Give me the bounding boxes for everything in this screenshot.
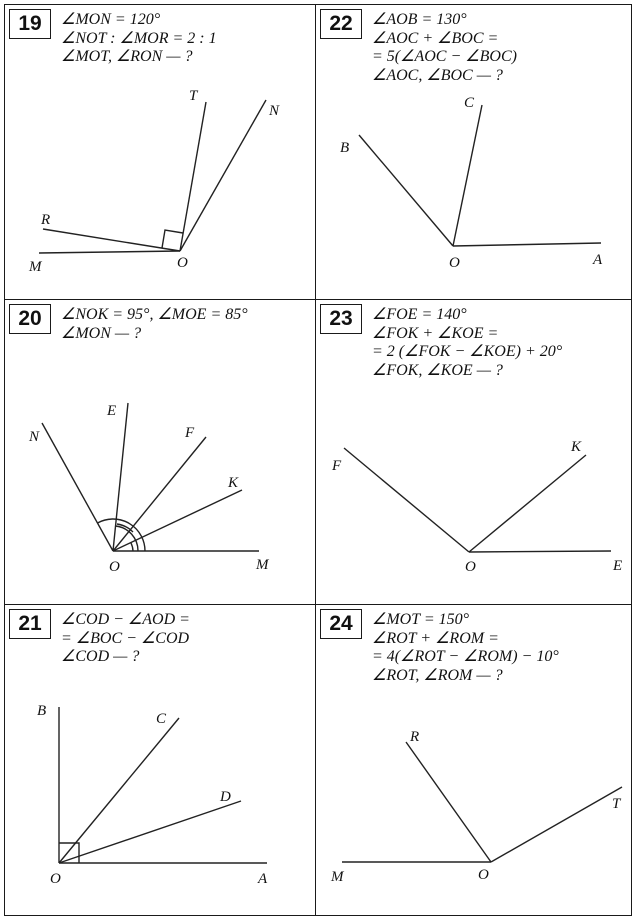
point-label-o: O [478,867,489,883]
condition-line: ∠ROT, ∠ROM — ? [372,666,503,684]
point-label-t: T [189,88,198,104]
angle-arc-mok [131,543,133,551]
point-label-m: M [256,557,269,573]
condition-line: ∠MOT = 150° [372,611,470,628]
ray-ok [469,455,586,552]
problem-22-cell [315,4,632,300]
point-label-c: C [464,95,475,111]
point-label-c: C [156,711,167,727]
point-label-r: R [41,212,51,228]
ray-ot [491,787,622,862]
problem-number: 19 [9,9,51,39]
point-label-m: M [29,259,42,275]
problem-number: 23 [320,304,362,334]
condition-line: ∠AOC, ∠BOC — ? [372,66,503,84]
point-label-f: F [332,458,342,474]
right-angle-mark [162,230,183,248]
point-label-o: O [109,559,120,575]
angle-diagram [316,605,633,917]
ray-or [43,229,180,251]
condition-line: ∠ROT + ∠ROM = [372,629,499,647]
point-label-o: O [177,255,188,271]
condition-line: = 5(∠AOC − ∠BOC) [372,48,517,65]
condition-line: ∠MOT, ∠RON — ? [61,48,193,65]
point-label-e: E [613,558,623,574]
point-label-a: A [258,871,268,887]
point-label-b: B [37,703,47,719]
problem-number: 22 [320,9,362,39]
point-label-m: M [331,869,344,885]
problem-24-cell [315,604,632,916]
condition-line: ∠FOK + ∠KOE = [372,324,499,342]
problem-23-cell [315,299,632,605]
condition-line: = 4(∠ROT − ∠ROM) − 10° [372,648,559,665]
condition-line: ∠AOC + ∠BOC = [372,29,499,47]
condition-line: ∠COD − ∠AOD = [61,611,190,628]
condition-line: ∠MON = 120° [61,11,161,28]
ray-ob [359,135,453,246]
angle-arc-moe [116,526,139,551]
point-label-r: R [410,729,420,745]
worksheet [4,4,632,916]
point-label-f: F [185,425,195,441]
problem-21-cell [4,604,316,916]
ray-or [406,742,491,862]
problem-number: 20 [9,304,51,334]
point-label-a: A [593,252,603,268]
angle-diagram [5,605,317,917]
ray-oa [453,243,601,246]
ray-of [344,448,469,552]
condition-line: ∠COD — ? [61,648,140,665]
angle-diagram [5,5,317,301]
point-label-o: O [50,871,61,887]
condition-line: ∠NOT : ∠MOR = 2 : 1 [61,29,217,47]
point-label-k: K [571,439,582,455]
point-label-t: T [612,796,621,812]
point-label-n: N [29,429,40,445]
angle-diagram [5,300,317,606]
ray-oe [469,551,611,552]
ray-oc [59,718,179,863]
condition-line: = 2 (∠FOK − ∠KOE) + 20° [372,343,563,360]
angle-arc-mod [117,524,133,532]
ray-om [39,251,180,253]
condition-line: = ∠BOC − ∠COD [61,629,190,647]
point-label-o: O [465,559,476,575]
point-label-e: E [107,403,117,419]
angle-diagram [316,5,633,301]
point-label-n: N [269,103,280,119]
ray-of [113,437,206,551]
problem-19-cell [4,4,316,300]
ray-od [59,801,241,863]
problem-20-cell [4,299,316,605]
condition-line: ∠MON — ? [61,324,142,342]
condition-line: ∠FOE = 140° [372,306,467,323]
problem-number: 21 [9,609,51,639]
point-label-b: B [340,140,350,156]
condition-line: ∠AOB = 130° [372,11,467,28]
ray-oc [453,105,482,246]
condition-line: ∠FOK, ∠KOE — ? [372,361,503,379]
problem-number: 24 [320,609,362,639]
point-label-d: D [220,789,231,805]
angle-diagram [316,300,633,606]
ray-on [42,423,113,551]
ray-ok [113,490,242,551]
point-label-o: O [449,255,460,271]
condition-line: ∠NOK = 95°, ∠MOE = 85° [61,306,248,323]
point-label-k: K [228,475,239,491]
